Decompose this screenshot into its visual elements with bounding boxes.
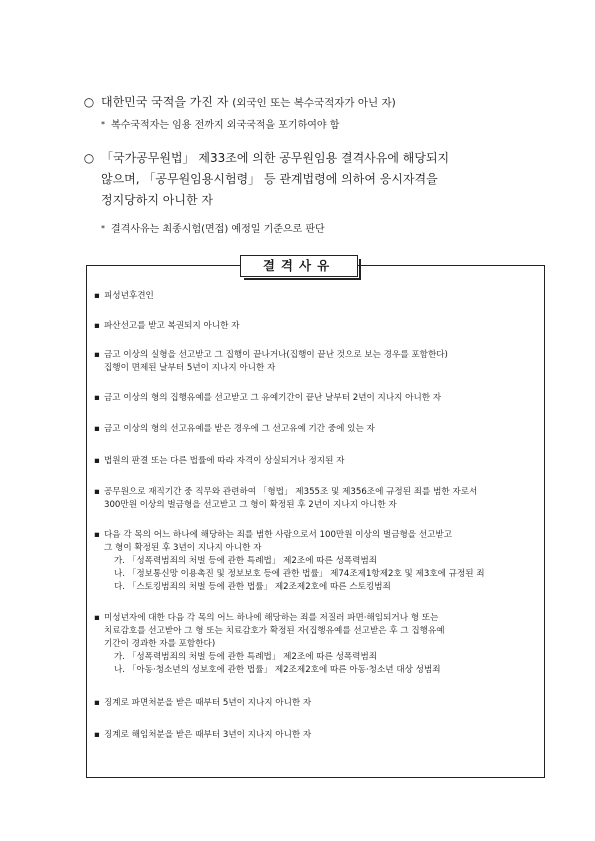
item-line: 기간이 경과한 자를 포함한다) xyxy=(104,639,216,649)
list-item xyxy=(94,320,539,333)
item-line: 치료감호를 선고받아 그 형 또는 치료감호가 확정된 자(집행유예를 선고받은 후 그 집행유예 xyxy=(104,626,445,636)
sub-item: 나. 「아동·청소년의 성보호에 관한 법률」 제2조제2호에 따른 아동·청소년 대상 성범죄 xyxy=(114,665,441,675)
square-bullet-icon: ▪ xyxy=(94,530,100,540)
list-item xyxy=(94,697,539,710)
item-line: 금고 이상의 형의 집행유예를 선고받고 그 유예기간이 끝난 날부터 2년이 지나지 아니한 자 xyxy=(104,393,442,403)
square-bullet-icon: ▪ xyxy=(94,321,100,331)
asterisk-icon: * xyxy=(101,120,105,129)
item-line: 공무원으로 재직기간 중 직무와 관련하여 「형법」 제355조 및 제356조에 규정된 죄를 범한 자로서 xyxy=(104,487,478,497)
square-bullet-icon: ▪ xyxy=(94,487,100,497)
requirement-paren-text: (외국인 또는 복수국적자가 아닌 자) xyxy=(232,97,396,109)
item-line: 파산선고를 받고 복권되지 아니한 자 xyxy=(104,321,240,331)
requirement-nationality xyxy=(82,92,552,114)
requirement-note xyxy=(101,117,339,134)
list-item xyxy=(94,423,539,436)
note-text: 결격사유는 최종시험(면접) 예정일 기준으로 판단 xyxy=(111,224,325,235)
requirement-text: 대한민국 국적을 가진 자 xyxy=(101,95,229,109)
list-item xyxy=(94,486,539,512)
square-bullet-icon: ▪ xyxy=(94,291,100,301)
sub-item: 가. 「성폭력범죄의 처벌 등에 관한 특례법」 제2조에 따른 성폭력범죄 xyxy=(114,556,378,566)
asterisk-icon: * xyxy=(101,224,105,233)
square-bullet-icon: ▪ xyxy=(94,456,100,466)
box-title: 결격사유 xyxy=(240,255,358,277)
square-bullet-icon: ▪ xyxy=(94,350,100,360)
list-item xyxy=(94,349,539,375)
item-line: 다음 각 목의 어느 하나에 해당하는 죄를 범한 사람으로서 100만원 이상의 벌금형을 선고받고 xyxy=(104,530,453,540)
item-line: 징계로 파면처분을 받은 때부터 5년이 지나지 아니한 자 xyxy=(104,698,312,708)
sub-item: 가. 「성폭력범죄의 처벌 등에 관한 특례법」 제2조에 따른 성폭력범죄 xyxy=(114,652,378,662)
list-item xyxy=(94,729,539,742)
item-line: 금고 이상의 형의 선고유예를 받은 경우에 그 선고유예 기간 중에 있는 자 xyxy=(104,424,375,434)
list-item xyxy=(94,612,539,677)
item-line: 법원의 판결 또는 다른 법률에 따라 자격이 상실되거나 정지된 자 xyxy=(104,456,345,466)
item-line: 미성년자에 대한 다음 각 목의 어느 하나에 해당하는 죄를 저질러 파면·해임되거나 형 또는 xyxy=(104,613,439,623)
square-bullet-icon: ▪ xyxy=(94,730,100,740)
square-bullet-icon: ▪ xyxy=(94,393,100,403)
requirement-line: 않으며, 「공무원임용시험령」 등 관계법령에 의하여 응시자격을 xyxy=(101,172,438,186)
square-bullet-icon: ▪ xyxy=(94,613,100,623)
circle-bullet-icon: ○ xyxy=(83,95,95,109)
requirement-line: 정지당하지 아니한 자 xyxy=(101,193,213,207)
list-item xyxy=(94,290,539,303)
sub-item: 나. 「정보통신망 이용촉진 및 정보보호 등에 관한 법률」 제74조제1항제2호 및 제3호에 규정된 죄 xyxy=(114,569,485,579)
list-item xyxy=(94,455,539,468)
requirement-disqualification xyxy=(82,148,552,211)
list-item xyxy=(94,529,539,594)
item-line: 300만원 이상의 벌금형을 선고받고 그 형이 확정된 후 2년이 지나지 아니한 자 xyxy=(104,500,397,510)
item-line: 집행이 면제된 날부터 5년이 지나지 아니한 자 xyxy=(104,363,276,373)
circle-bullet-icon: ○ xyxy=(83,151,95,165)
item-line: 금고 이상의 실형을 선고받고 그 집행이 끝나거나(집행이 끝난 것으로 보는 경우를 포함한다) xyxy=(104,350,448,360)
item-line: 피성년후견인 xyxy=(104,291,154,301)
requirement-line: 「국가공무원법」 제33조에 의한 공무원임용 결격사유에 해당되지 xyxy=(101,151,450,165)
item-line: 징계로 해임처분을 받은 때부터 3년이 지나지 아니한 자 xyxy=(104,730,312,740)
note-text: 복수국적자는 임용 전까지 외국국적을 포기하여야 함 xyxy=(111,120,340,131)
square-bullet-icon: ▪ xyxy=(94,698,100,708)
list-item xyxy=(94,392,539,405)
sub-item: 다. 「스토킹범죄의 처벌 등에 관한 법률」 제2조제2호에 따른 스토킹범죄 xyxy=(114,582,391,592)
square-bullet-icon: ▪ xyxy=(94,424,100,434)
item-line: 그 형이 확정된 후 3년이 지나지 아니한 자 xyxy=(104,543,262,553)
requirement-note xyxy=(101,221,325,238)
